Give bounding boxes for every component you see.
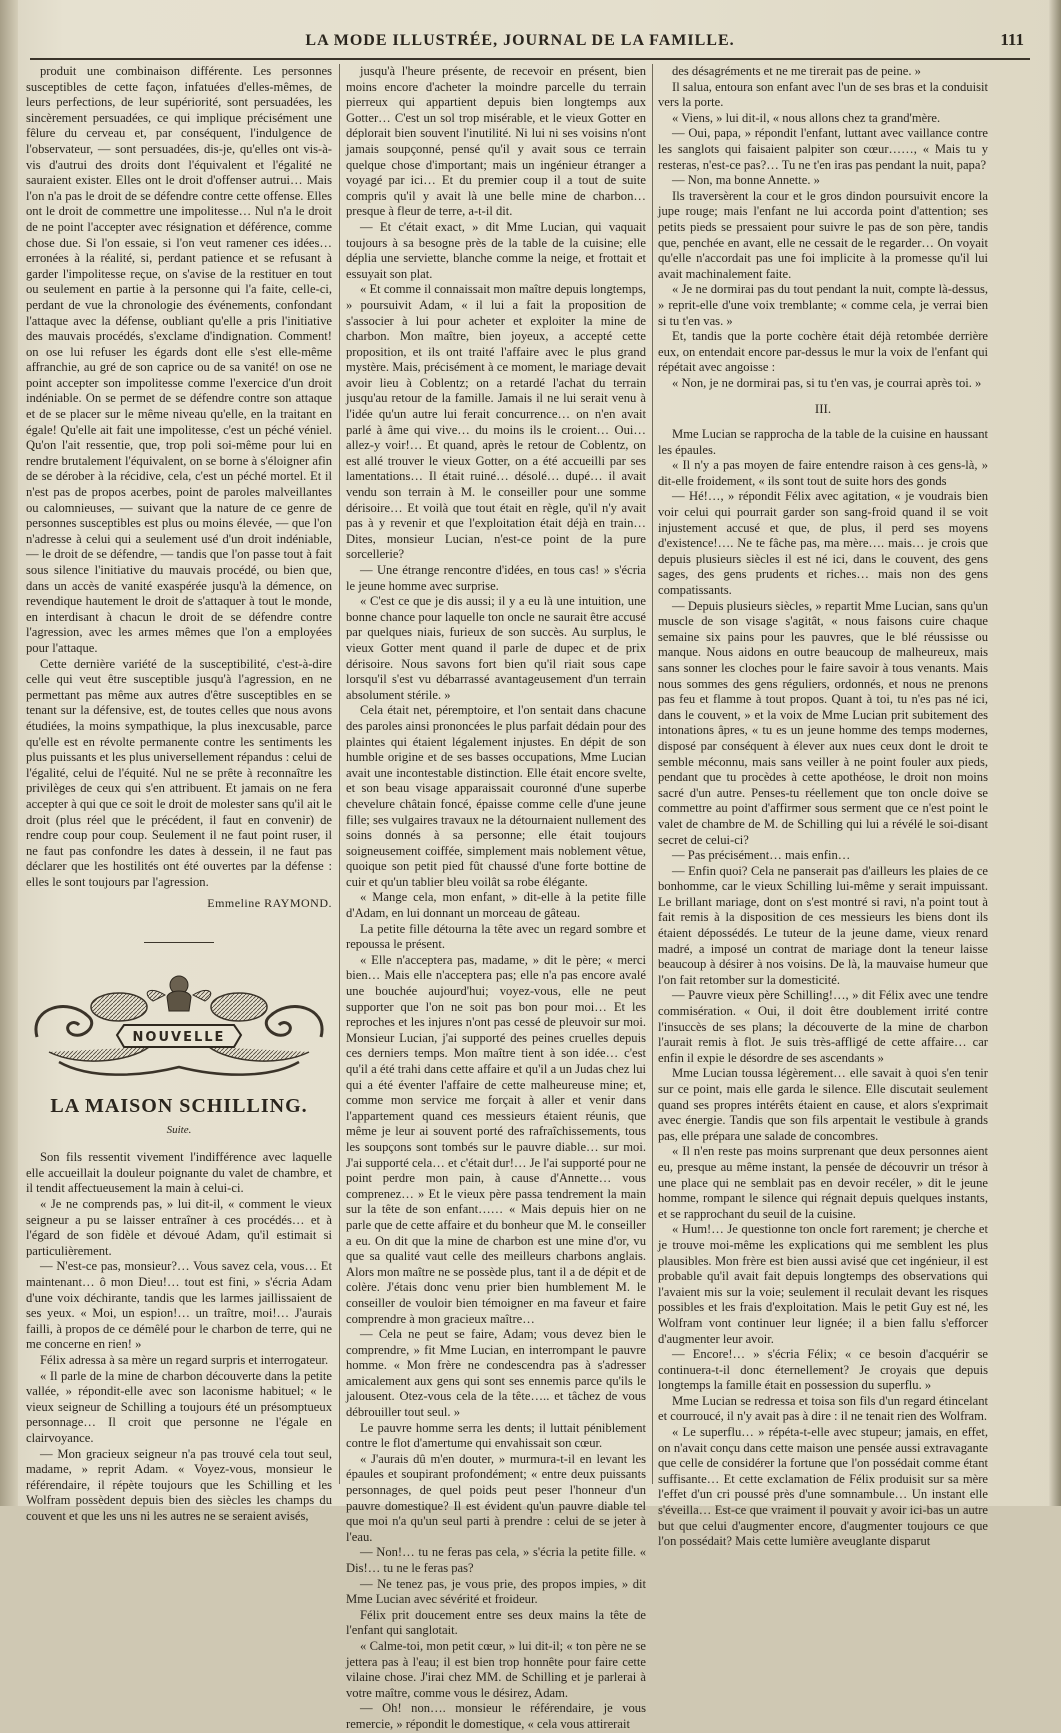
- nouvelle-vignette: [29, 967, 329, 1085]
- page-number: 111: [1000, 30, 1024, 49]
- story-paragraph: Félix adressa à sa mère un regard surpris et interrogateur.: [40, 1352, 329, 1367]
- story-paragraph: — Mon gracieux seigneur n'a pas trouvé cela tout seul, madame, » reprit Adam. « Voyez-vous, monsieur le référendaire, il répète toujours que les Schilling et les Wolfram possèdent depuis bien des siècles les champs du couvent et que les uns ni les autres ne se seraient avisés,: [26, 1446, 332, 1523]
- article-paragraph: produit une combinaison différente. Les personnes susceptibles de cette façon, infatuées d'elles-mêmes, de leurs perfections, de leur supériorité, sont persuadées, les sincèrement persuadées, ce qui implique précisément une fêlure du cerveau et, par conséquent, l'indulgence de l'observateur, — sont persuadées, dis-je, qu'elles ont vis-à-vis d'autrui des droits dont l'équivalent et l'égalité ne sauraient exister. Elles ont le droit d'offenser autrui… Mais l'on n'a pas le droit de se défendre contre cette offense. Elles ont le droit de commettre une impolitesse… Nul n'a le droit de ne point l'accepter avec résignation et déférence, comme chose due. Si l'on essaie, si l'on veut ramener ces idées… erronées à la réalité, si, perdant patience et se refusant à garder l'impolitesse reçue, on s'avise de la restituer en tout ou seulement en partie à la personne qui l'a faite, celle-ci, perdant de vue la chronologie des événements, confondant l'attaque avec la défense, oubliant qu'elle a pris l'initiative des mauvais procédés, s'exclame d'indignation. Comment! on ose lui refuser les égards dont elle s'est elle-même affranchie, au gré de son caprice ou de sa vanité! on ose ne point accepter son impolitesse comme l'exercice d'un droit indéniable. On se permet de se défendre contre son attaque et de se placer sur le même niveau qu'elle, en la traitant en égale! Qu'elle ait fait une impolitesse, c'est un péché véniel. Qu'on l'ait ressentie, que, trop poli soi-même pour lui en rendre brutalement l'équivalent, on se borne à s'éloigner afin de se dérober à la récidive, cela, c'est un péché mortel. Et il n'est pas de propos acerbes, point de paroles malveillantes ou calomnieuses, — suivant que la nature de ce genre de personnes susceptibles est plus ou moins élevée, — que l'on n'adresse à celui qui a seulement usé d'un droit indéniable, — le droit de se défendre, — tandis que l'on passe tout à fait sous silence l'initiative du mauvais procédé, ou bien que, dans un accès de vanité exaspérée jusqu'à la démence, on revendique hautement le droit de s'attaquer à tout le monde, en interdisant à chacun le droit de se défendre contre l'agression, avec les armes mêmes que l'on a employées pour l'attaque.: [26, 64, 332, 655]
- story-paragraph: « Et comme il connaissait mon maître depuis longtemps, » poursuivit Adam, « il lui a fait la proposition de s'associer à lui pour acheter et exploiter la mine de charbon. Mon maître, bien joyeux, a accepté cette proposition, et ils ont traité l'affaire avec le plus grand mystère. Mais, précisément à ce moment, le mariage devait avoir lieu à Coblentz; on a retardé l'achat du terrain jusqu'au retour de la famille. Jamais il ne lui serait venu à l'idée qu'un autre lui ferait concurrence… on n'en avait parlé à âme qui vive… du moins ils le croient… Oui… allez-y voir!… Et quand, après le retour de Coblentz, on est allé trouver le vieux Gotter, on a été accueilli par ses lamentations… Il était ruiné… désolé… dupé… il avait vendu son terrain à M. le conseiller pour une somme dérisoire… Et voilà que tout était en règle, qu'il n'y avait pas à y revenir et que l'exploitation était déjà en train… Dites, monsieur Lucian, n'est-ce point de la pure sorcellerie?: [346, 282, 646, 562]
- story-paragraph: jusqu'à l'heure présente, de recevoir en présent, bien moins encore d'acheter la moindre parcelle du terrain pierreux qui appartient depuis bien longtemps aux Gotter… C'est un sol trop misérable, et le vieux Gotter en déplorait bien souvent l'inutilité. Ni lui ni ses voisins n'ont jamais soupçonné, pensé qu'il y avait sous ce terrain quelque chose d'important; mais un ingénieur étranger a voyagé par ici… Et du premier coup il a tout de suite compris qu'il y avait là une belle mine de charbon… presque à fleur de terre, a-t-il dit.: [346, 64, 646, 219]
- story-paragraph: — Cela ne peut se faire, Adam; vous devez bien le comprendre, » fit Mme Lucian, en interrompant le pauvre homme. « Mon frère ne condescendra pas à s'adresser amicalement aux gens qui sont ses ennemis parce qu'ils le jalousent. Otez-vous cela de la tête….. et tâchez de vous débrouiller tout seul. »: [346, 1327, 646, 1420]
- story-paragraph: — Hé!…, » répondit Félix avec agitation, « je voudrais bien voir celui qui pourrait garder son sang-froid quand il se voit injustement accusé et que, de plus, il perd ses moyens d'existence!…. Ne te fâche pas, ma mère…. mais… je crois que depuis plusieurs siècles il est né ici, dans le couvent, des gens sages, des gens prudents et riches… mais non des gens compatissants.: [658, 489, 988, 597]
- story-paragraph: — Une étrange rencontre d'idées, en tous cas! » s'écria le jeune homme avec surprise.: [346, 563, 646, 593]
- column-rule: [652, 64, 653, 1484]
- column-1: [26, 64, 332, 1523]
- story-paragraph: — Et c'était exact, » dit Mme Lucian, qui vaquait toujours à sa besogne près de la table de la cuisine; elle déplia une serviette, blanche comme la neige, et frottait et essuyait son plat.: [346, 219, 646, 281]
- story-subtitle: Suite.: [166, 1123, 192, 1136]
- story-paragraph: « Je ne comprends pas, » lui dit-il, « comment le vieux seigneur a pu se laisser entraîner à ces procédés… et à l'égard de son fidèle et dévoué Adam, qu'il estimait si particulièrement.: [26, 1197, 332, 1258]
- story-paragraph: Félix prit doucement entre ses deux mains la tête de l'enfant qui sanglotait.: [346, 1607, 646, 1638]
- story-paragraph: — Depuis plusieurs siècles, » repartit Mme Lucian, sans qu'un muscle de son visage s'agitât, « nous faisons cuire chaque semaine six pains pour les pauvres, que le blé réussisse ou manque. Nous aidons en outre beaucoup de malheureux, mais sans sonner les cloches pour le faire savoir à tous venants. Mais nous sommes des gens réguliers, ordonnés, et nous ne prenons pas feu et flamme à tout propos. Quant à toi, tu n'es pas né ici, dans le couvent, » et la voix de Mme Lucian prit subitement des intonations âpres, « tu es un jeune homme des temps modernes, disposé par conséquent à élever aux nues ceux dont le droit te semble méconnu, mais sans veiller à ne point fouler aux pieds, pendant que tu procèdes à cette apothéose, le droit non moins sacré d'un autre. Penses-tu réellement que ton oncle doive se commettre au point d'affirmer sous serment que ce n'est point le valet de chambre de M. de Schilling qui lui a révélé le soi-disant secret de celui-ci?: [658, 598, 988, 847]
- story-paragraph: — Pauvre vieux père Schilling!…, » dit Félix avec une tendre commisération. « Oui, il doit être doublement irrité contre l'insuccès de ses plans; la découverte de la mine de charbon l'aurait remis à flot. Je suis très-affligé de cette affaire… car enfin il expie le désordre de ses ascendants »: [658, 988, 988, 1065]
- story-paragraph: « Non, je ne dormirai pas, si tu t'en vas, je courrai après toi. »: [672, 375, 982, 390]
- article-author: Emmeline RAYMOND.: [207, 896, 332, 911]
- story-paragraph: Ils traversèrent la cour et le gros dindon poursuivit encore la jupe rouge; mais l'enfant ne lui accorda point d'attention; ses petits pieds se pressaient pour suivre le pas de son père, tandis que, penchée en avant, elle ne cessait de le regarder… On voyait qu'elle n'accordait pas une foi implicite à la promesse qu'il lui avait machinalement faite.: [658, 188, 988, 281]
- story-paragraph: — Encore!… » s'écria Félix; « ce besoin d'acquérir se continuera-t-il donc éternellement? Je croyais que depuis longtemps la famille était en possession du superflu. »: [658, 1347, 988, 1393]
- story-paragraph: « Je ne dormirai pas du tout pendant la nuit, compte là-dessus, » reprit-elle d'une voix tremblante; « comme cela, je verrai bien si tu t'en vas. »: [658, 282, 988, 328]
- story-paragraph: Mme Lucian se redressa et toisa son fils d'un regard étincelant et courroucé, il n'y avait pas à dire : il ne tenait rien des Wolfram.: [658, 1393, 988, 1424]
- story-paragraph: Mme Lucian se rapprocha de la table de la cuisine en haussant les épaules.: [658, 427, 988, 457]
- story-paragraph: — Pas précisément… mais enfin…: [672, 848, 851, 863]
- page-edge: [1049, 0, 1061, 1506]
- story-paragraph: — Non, ma bonne Annette. »: [672, 173, 820, 188]
- section-number: III.: [814, 401, 832, 417]
- story-paragraph: « J'aurais dû m'en douter, » murmura-t-il en levant les épaules et soupirant profondément; « entre deux puissants personnages, de quel poids peut peser l'honneur d'un pauvre domestique? Il est évident qu'un pauvre diable tel que moi n'a qu'un seul parti à prendre : celui de se jeter à l'eau.: [346, 1451, 646, 1544]
- story-paragraph: « Mange cela, mon enfant, » dit-elle à la petite fille d'Adam, en lui donnant un morceau de gâteau.: [346, 890, 646, 921]
- story-paragraph: Cela était net, péremptoire, et l'on sentait dans chacune des paroles ainsi prononcées le plus parfait dédain pour des plaintes qui étaient légalement injustes. En dépit de son humble origine et de ses basses occupations, Mme Lucian avait une incontestable distinction. Elle était encore svelte, et son beau visage apparaissait couronné d'une superbe chevelure châtain foncé, épaisse comme celle d'une jeune fille; ses vulgaires travaux ne la détournaient nullement des soins donnés à sa personne; elle était toujours soigneusement coiffée, simplement mais noblement vêtue, quoique son petit pied fût chaussé d'une forte bottine de cuir et qu'un tablier bleu voilât sa robe élégante.: [346, 703, 646, 889]
- story-paragraph: — Oh! non…. monsieur le référendaire, je vous remercie, » répondit le domestique, « cela vous attirerait: [346, 1701, 646, 1731]
- story-paragraph: Mme Lucian toussa légèrement… elle savait à quoi s'en tenir sur ce point, mais elle garda le silence. Elle discutait seulement quand ses propres intérêts étaient en cause, et alors s'exprimait avec énergie. Tandis que son fils arpentait le vestibule à grands pas, elle prépara une salade de concombres.: [658, 1066, 988, 1143]
- section-separator: [144, 942, 214, 943]
- story-paragraph: — N'est-ce pas, monsieur?… Vous savez cela, vous… Et maintenant… ô mon Dieu!… tout est fini, » s'écria Adam d'une voix déchirante, tandis que les larmes jaillissaient de ses yeux. « Moi, un espion!… un traître, moi!… J'aurais failli, à propos de ce démêlé pour le charbon de terre, qui ne me concerne en rien! »: [26, 1259, 332, 1352]
- story-paragraph: « Calme-toi, mon petit cœur, » lui dit-il; « ton père ne se jettera pas à l'eau; il est bien trop honnête pour faire cette vilaine chose. J'irai chez MM. de Schilling et je parlerai à votre maître, comme vous le désirez, Adam.: [346, 1638, 646, 1700]
- story-paragraph: des désagréments et ne me tirerait pas de peine. »: [672, 64, 921, 78]
- story-paragraph: — Non!… tu ne feras pas cela, » s'écria la petite fille. « Dis!… tu ne le feras pas?: [346, 1545, 646, 1575]
- running-title: LA MODE ILLUSTRÉE, JOURNAL DE LA FAMILLE.: [305, 32, 735, 49]
- story-paragraph: Le pauvre homme serra les dents; il luttait péniblement contre le flot d'amertume qui envahissait son cœur.: [346, 1420, 646, 1451]
- column-3: [658, 64, 988, 1549]
- column-rule: [339, 64, 340, 1484]
- column-2: [346, 64, 646, 1731]
- story-paragraph: « Elle n'acceptera pas, madame, » dit le père; « merci bien… Mais elle n'acceptera pas; elle n'a pas encore avalé une bouchée aujourd'hui; voyez-vous, elle ne peut supporter que l'on ne soit pas bon pour moi… Et les reproches et les injures n'ont pas cessé de pleuvoir sur moi. Monsieur Lucian, j'ai supporté des peines cruelles depuis ces derniers temps. Mon maître tient à son idée… c'est qu'il a été trahi dans cette affaire et qu'il a un Judas chez lui qui a été éventer l'affaire de cette malheureuse mine; et, comme mon service me forçait à aller et venir dans l'appartement quand ces messieurs étaient réunis, que même je leur ai souvent porté des rafraîchissements, tous les soupçons sont tombés sur le pauvre diable… sur moi. J'ai supporté cela… et c'était dur!… Je l'ai supporté pour ne point perdre mon pain, à cause d'Annette… vous comprenez… » Et le vieux père passa tendrement la main sur la tête de son enfant…… « Mais depuis hier on ne parle que de cette affaire et du bonheur que M. le conseiller a eu. On dit que la mine de charbon est une mine d'or, vu que sa qualité vaut celle des meilleurs charbons anglais. Alors mon maître ne se possède plus, tant il a de dépit et de colère. J'étais donc venu prier bien humblement M. le conseiller de vouloir bien témoigner en ma faveur et faire comprendre à mon gracieux maître…: [346, 952, 646, 1326]
- story-paragraph: « C'est ce que je dis aussi; il y a eu là une intuition, une bonne chance pour laquelle ton oncle ne saurait être accusé par quelques niais, furieux de son succès. Au surplus, le vieux Gotter ment quand il parle de dupeс et de prix dérisoire. Nous savons fort bien qu'il riait sous cape lorsqu'il s'est vu débarrassé avantageusement d'un terrain absolument stérile. »: [346, 594, 646, 702]
- story-paragraph: Il salua, entoura son enfant avec l'un de ses bras et la conduisit vers la porte.: [658, 79, 988, 110]
- vignette-banner-label: NOUVELLE: [132, 1030, 226, 1046]
- story-paragraph: Et, tandis que la porte cochère était déjà retombée derrière eux, on entendait encore par-dessus le mur la voix de l'enfant qui répétait avec angoisse :: [658, 329, 988, 375]
- story-paragraph: « Il n'en reste pas moins surprenant que deux personnes aient eu, presque au même instant, la pensée de découvrir un trésor à une place qui ne semblait pas en devoir recéler, » dit le jeune homme, rompant le silence qui régnait depuis quelques instants, et se rapprochant du seuil de la cuisine.: [658, 1144, 988, 1221]
- article-paragraph: Cette dernière variété de la susceptibilité, c'est-à-dire celle qui veut être susceptible jusqu'à l'agression, en ne permettant pas même aux autres d'être susceptibles en se tenant sur la défensive, est, de toutes celles que nous avons étudiées, la moins sympathique, la plus inexcusable, parce qu'elle est en révolte permanente contre les sentiments les plus puissants et les plus universellement répandus : celui de l'égalité, celui de l'équité. Nul ne se prête à reconnaître les privilèges de ceux qui s'en attribuent. Et jamais on ne fera accepter à qui que ce soit le droit de molester sans qu'il ait le droit (plus réel que le précédent, il faut en convenir) de rendre coup pour coup. Seulement il ne faut point ruser, il ne faut pas confondre les dates à dessein, il ne faut pas déclarer que les hostilités ont été ouvertes par la défense : elles le sont toujours par l'agression.: [26, 656, 332, 889]
- story-paragraph: « Il n'y a pas moyen de faire entendre raison à ces gens-là, » dit-elle froidement, « ils sont tout de suite hors des gonds: [658, 458, 988, 488]
- story-paragraph: — Ne tenez pas, je vous prie, des propos impies, » dit Mme Lucian avec sévérité et froideur.: [346, 1576, 646, 1607]
- story-paragraph: « Il parle de la mine de charbon découverte dans la petite vallée, » répondit-elle avec son laconisme habituel; « le vieux seigneur de Schilling a toujours été un présomptueux personnage… Il croit que personne ne l'égale en clairvoyance.: [26, 1368, 332, 1445]
- story-paragraph: Son fils ressentit vivement l'indifférence avec laquelle elle accueillait la douleur poignante du valet de chambre, et il tendit affectueusement la main à celui-ci.: [26, 1150, 332, 1196]
- story-paragraph: « Viens, » lui dit-il, « nous allons chez ta grand'mère.: [672, 110, 941, 125]
- story-paragraph: « Le superflu… » répéta-t-elle avec stupeur; jamais, en effet, on n'avait conçu dans cette maison une pensée aussi extravagante que celle de considérer la fortune que l'on possédait comme étant suffisante… Et cette exclamation de Félix produisit sur sa mère l'effet d'un cri poussé près d'une somnambule… Un instant elle s'éveilla… Est-ce que vraiment il pouvait y avoir ici-bas un autre but que celui d'augmenter encore, d'augmenter toujours ce que l'on possédait? Mais cette lumière aveuglante disparut: [658, 1425, 988, 1549]
- story-paragraph: La petite fille détourna la tête avec un regard sombre et repoussa le présent.: [346, 921, 646, 952]
- story-paragraph: « Hum!… Je questionne ton oncle fort rarement; je cherche et je trouve moi-même les explications qui me semblent les plus plausibles. Mon frère est bien aussi avisé que cet ingénieur, il est probable qu'il avait fait depuis longtemps des observations qui l'avaient mis sur la voie; seulement il reculait devant les risques possibles et les frais d'exploitation. Mais le petit Guy est né, les Wolfram vont continuer leur lignée; il a bien fallu s'efforcer d'augmenter leur avoir.: [658, 1222, 988, 1346]
- page-header: [30, 28, 1030, 60]
- story-paragraph: — Enfin quoi? Cela ne panserait pas d'ailleurs les plaies de ce bonhomme, car le vieux Schilling lui-même y serait impuissant. Le brillant mariage, dont on s'est montré si ravi, n'a point tout à fait remis à la disposition de ces messieurs les biens dont ils étaient dépossédés. Le tuteur de la jeune dame, vieux renard madré, a imposé un contrat de mariage dont la teneur laisse beaucoup à désirer à nos voisins. De là, la mauvaise humeur que l'on fait retomber sur la domesticité.: [658, 863, 988, 987]
- story-paragraph: — Oui, papa, » répondit l'enfant, luttant avec vaillance contre les sanglots qui faisaient palpiter son cœur……, « Mais tu y resteras, n'est-ce pas?… Tu ne t'en iras pas pendant la nuit, papa?: [658, 126, 988, 172]
- story-title: LA MAISON SCHILLING.: [50, 1095, 308, 1118]
- binding-gutter: [0, 0, 18, 1506]
